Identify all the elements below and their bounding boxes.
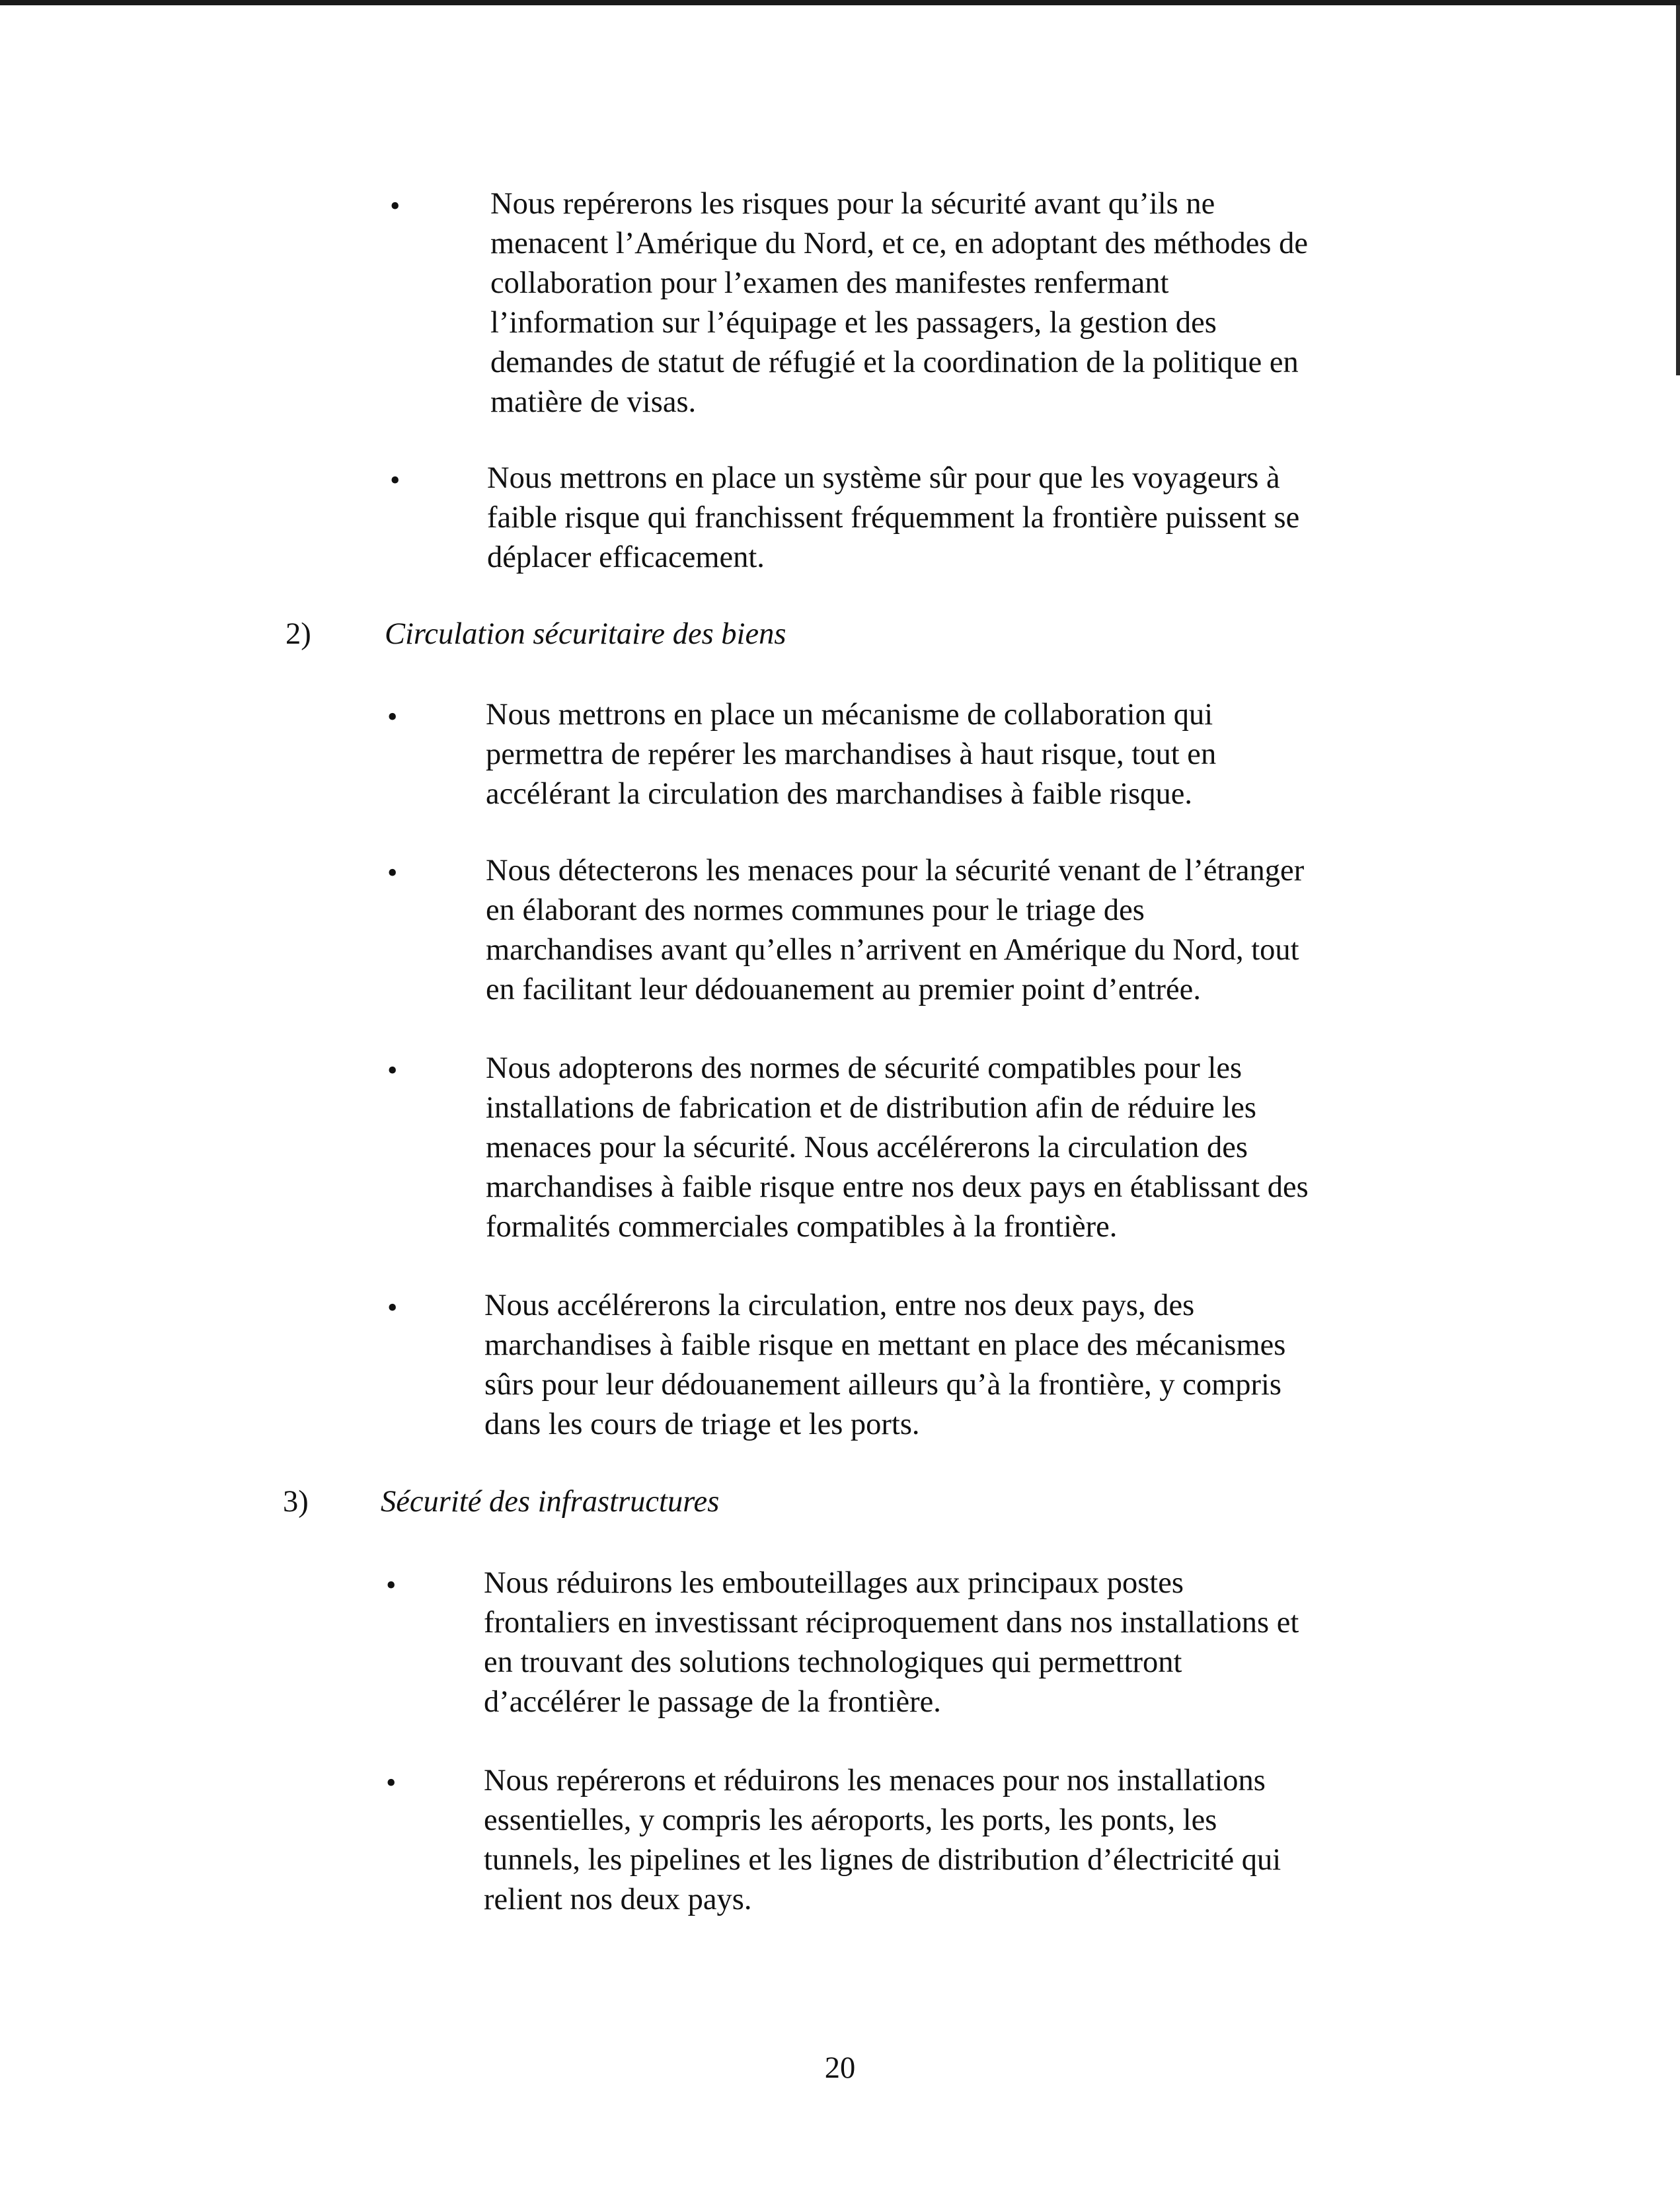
- bullet-paragraph: [486, 851, 1411, 1010]
- paragraph-line: accélérant la circulation des marchandises à faible risque.: [486, 777, 1192, 811]
- paragraph-line: Nous accélérerons la circulation, entre nos deux pays, des: [484, 1289, 1195, 1322]
- paragraph-line: matière de visas.: [490, 385, 697, 419]
- section-number: 3): [283, 1485, 309, 1519]
- bullet-marker: •: [390, 190, 401, 222]
- paragraph-line: menaces pour la sécurité. Nous accélérerons la circulation des: [486, 1131, 1248, 1164]
- paragraph-line: l’information sur l’équipage et les passagers, la gestion des: [490, 306, 1217, 340]
- bullet-paragraph: [484, 1761, 1409, 1920]
- paragraph-line: essentielles, y compris les aéroports, les ports, les ponts, les: [484, 1803, 1217, 1837]
- bullet-paragraph: [490, 184, 1416, 422]
- bullet-marker: •: [386, 1766, 397, 1799]
- bullet-paragraph: [487, 459, 1412, 578]
- section-number: 2): [286, 617, 311, 651]
- paragraph-line: faible risque qui franchissent fréquemment la frontière puissent se: [487, 501, 1300, 535]
- paragraph-line: Nous repérerons et réduirons les menaces pour nos installations: [484, 1764, 1266, 1797]
- bullet-marker: •: [387, 700, 398, 733]
- paragraph-line: Nous réduirons les embouteillages aux principaux postes: [484, 1566, 1184, 1600]
- paragraph-line: relient nos deux pays.: [484, 1883, 752, 1916]
- paragraph-line: Nous détecterons les menaces pour la sécurité venant de l’étranger: [486, 854, 1305, 888]
- section-title: Sécurité des infrastructures: [381, 1485, 720, 1519]
- bullet-marker: •: [390, 464, 401, 496]
- paragraph-line: en élaborant des normes communes pour le triage des: [486, 893, 1145, 927]
- bullet-paragraph: [484, 1564, 1409, 1722]
- paragraph-line: d’accélérer le passage de la frontière.: [484, 1685, 941, 1719]
- bullet-paragraph: [486, 1049, 1411, 1247]
- bullet-marker: •: [387, 1054, 398, 1086]
- paragraph-line: sûrs pour leur dédouanement ailleurs qu’à la frontière, y compris: [484, 1368, 1282, 1402]
- bullet-paragraph: [484, 1286, 1410, 1445]
- paragraph-line: en facilitant leur dédouanement au premier point d’entrée.: [486, 973, 1201, 1006]
- paragraph-line: Nous repérerons les risques pour la sécurité avant qu’ils ne: [490, 187, 1215, 221]
- paragraph-line: permettra de repérer les marchandises à haut risque, tout en: [486, 737, 1217, 771]
- paragraph-line: tunnels, les pipelines et les lignes de distribution d’électricité qui: [484, 1843, 1281, 1877]
- paragraph-line: dans les cours de triage et les ports.: [484, 1408, 920, 1441]
- paragraph-line: frontaliers en investissant réciproquement dans nos installations et: [484, 1606, 1299, 1640]
- scan-right-border: [1676, 5, 1680, 375]
- paragraph-line: Nous mettrons en place un système sûr pour que les voyageurs à: [487, 461, 1280, 495]
- bullet-marker: •: [386, 1569, 397, 1601]
- paragraph-line: formalités commerciales compatibles à la frontière.: [486, 1210, 1118, 1244]
- section-title: Circulation sécuritaire des biens: [385, 617, 786, 651]
- paragraph-line: marchandises à faible risque entre nos deux pays en établissant des: [486, 1170, 1309, 1204]
- bullet-paragraph: [486, 695, 1411, 814]
- paragraph-line: Nous mettrons en place un mécanisme de collaboration qui: [486, 698, 1213, 732]
- paragraph-line: en trouvant des solutions technologiques qui permettront: [484, 1645, 1182, 1679]
- paragraph-line: collaboration pour l’examen des manifestes renfermant: [490, 266, 1169, 300]
- bullet-marker: •: [387, 856, 398, 889]
- paragraph-line: marchandises avant qu’elles n’arrivent en Amérique du Nord, tout: [486, 933, 1299, 967]
- paragraph-line: demandes de statut de réfugié et la coordination de la politique en: [490, 346, 1299, 379]
- paragraph-line: marchandises à faible risque en mettant en place des mécanismes: [484, 1328, 1286, 1362]
- paragraph-line: installations de fabrication et de distribution afin de réduire les: [486, 1091, 1257, 1125]
- bullet-marker: •: [387, 1291, 398, 1324]
- scan-top-border: [0, 0, 1680, 5]
- paragraph-line: menacent l’Amérique du Nord, et ce, en adoptant des méthodes de: [490, 227, 1308, 260]
- paragraph-line: Nous adopterons des normes de sécurité compatibles pour les: [486, 1051, 1242, 1085]
- page-number: 20: [824, 2051, 856, 2085]
- paragraph-line: déplacer efficacement.: [487, 541, 765, 574]
